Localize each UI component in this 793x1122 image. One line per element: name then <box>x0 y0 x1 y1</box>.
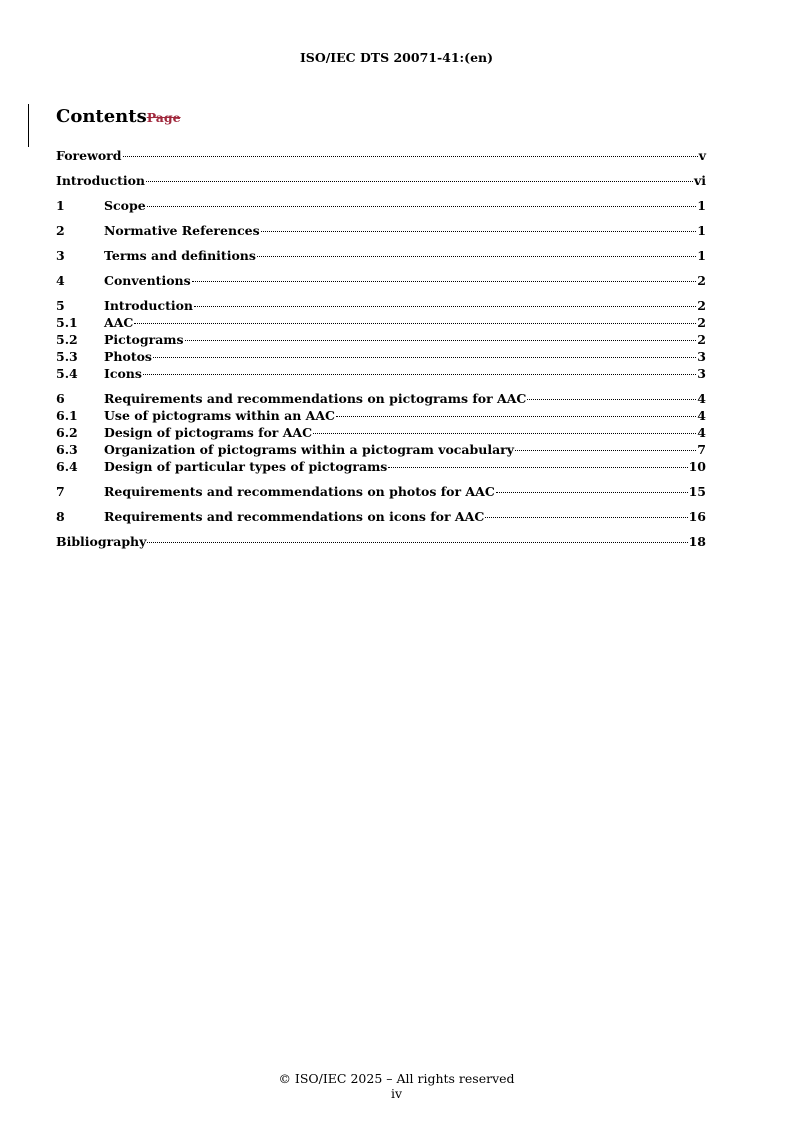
toc-entry-number: 5.4 <box>56 366 78 381</box>
toc-entry-title: Requirements and recommendations on photos for AAC <box>104 484 495 499</box>
toc-entry[interactable] <box>56 441 706 458</box>
toc-entry-number: 4 <box>56 273 65 288</box>
toc-entry-number: 5.1 <box>56 315 78 330</box>
toc-entry-title: Scope <box>104 198 146 213</box>
copyright-notice: © ISO/IEC 2025 – All rights reserved <box>278 1071 515 1086</box>
toc-entry-number: 5 <box>56 298 65 313</box>
toc-entry[interactable] <box>56 331 706 348</box>
toc-entry-title: Pictograms <box>104 332 184 347</box>
toc-entry[interactable] <box>56 222 706 239</box>
toc-dot-leader <box>485 517 687 518</box>
toc-entry-page: v <box>698 148 706 163</box>
toc-entry[interactable] <box>56 297 706 314</box>
toc-entry-number: 6.2 <box>56 425 78 440</box>
table-of-contents <box>56 147 706 550</box>
toc-entry-number: 6 <box>56 391 65 406</box>
toc-entry[interactable] <box>56 533 706 550</box>
toc-entry-title: Terms and definitions <box>104 248 256 263</box>
toc-entry-number: 6.3 <box>56 442 78 457</box>
toc-entry-number: 3 <box>56 248 65 263</box>
toc-dot-leader <box>496 492 688 493</box>
toc-entry-title: Icons <box>104 366 142 381</box>
toc-entry-page: vi <box>693 173 706 188</box>
toc-dot-leader <box>134 323 696 324</box>
toc-entry-page: 4 <box>697 391 706 406</box>
toc-entry-number: 8 <box>56 509 65 524</box>
toc-dot-leader <box>388 467 687 468</box>
toc-entry[interactable] <box>56 483 706 500</box>
toc-dot-leader <box>147 542 687 543</box>
toc-dot-leader <box>194 306 696 307</box>
toc-entry-page: 1 <box>697 198 706 213</box>
toc-dot-leader <box>261 231 697 232</box>
toc-title: Contents <box>56 106 147 127</box>
toc-entry-page: 4 <box>697 408 706 423</box>
toc-dot-leader <box>336 416 696 417</box>
toc-entry-title: AAC <box>104 315 134 330</box>
toc-dot-leader <box>515 450 696 451</box>
toc-entry-page: 16 <box>688 509 706 524</box>
toc-entry-page: 2 <box>697 273 706 288</box>
toc-entry[interactable] <box>56 407 706 424</box>
toc-entry-number: 1 <box>56 198 65 213</box>
deleted-page-label: Page <box>146 110 181 125</box>
toc-entry[interactable] <box>56 390 706 407</box>
toc-entry[interactable] <box>56 147 706 164</box>
toc-entry-page: 4 <box>697 425 706 440</box>
toc-entry-page: 3 <box>697 366 706 381</box>
toc-entry[interactable] <box>56 172 706 189</box>
toc-dot-leader <box>123 156 698 157</box>
revision-change-bar <box>28 104 29 147</box>
toc-entry-title: Introduction <box>104 298 194 313</box>
toc-entry-number: 6.4 <box>56 459 78 474</box>
toc-dot-leader <box>192 281 697 282</box>
page-number: iv <box>390 1086 403 1101</box>
toc-dot-leader <box>313 433 696 434</box>
toc-dot-leader <box>257 256 696 257</box>
toc-entry[interactable] <box>56 314 706 331</box>
toc-entry-page: 2 <box>697 298 706 313</box>
toc-entry-page: 15 <box>688 484 706 499</box>
toc-entry-number: 2 <box>56 223 65 238</box>
toc-entry-title: Foreword <box>56 148 122 163</box>
toc-entry-page: 3 <box>697 349 706 364</box>
toc-dot-leader <box>153 357 696 358</box>
toc-dot-leader <box>147 206 697 207</box>
toc-entry[interactable] <box>56 348 706 365</box>
toc-entry-number: 5.3 <box>56 349 78 364</box>
toc-entry-title: Introduction <box>56 173 146 188</box>
toc-entry-title: Requirements and recommendations on pictograms for AAC <box>104 391 527 406</box>
toc-entry[interactable] <box>56 365 706 382</box>
toc-entry-page: 10 <box>688 459 706 474</box>
toc-entry-page: 2 <box>697 315 706 330</box>
toc-heading <box>56 106 181 127</box>
toc-entry-title: Requirements and recommendations on icons for AAC <box>104 509 485 524</box>
toc-entry[interactable] <box>56 197 706 214</box>
toc-entry-number: 7 <box>56 484 65 499</box>
toc-entry-title: Use of pictograms within an AAC <box>104 408 336 423</box>
page-footer <box>0 1071 793 1101</box>
toc-entry-title: Bibliography <box>56 534 147 549</box>
toc-entry-title: Normative References <box>104 223 260 238</box>
toc-entry-title: Photos <box>104 349 152 364</box>
toc-entry-number: 5.2 <box>56 332 78 347</box>
toc-entry-title: Organization of pictograms within a pictogram vocabulary <box>104 442 515 457</box>
toc-dot-leader <box>527 399 696 400</box>
toc-entry[interactable] <box>56 272 706 289</box>
toc-entry-title: Design of pictograms for AAC <box>104 425 313 440</box>
toc-entry[interactable] <box>56 424 706 441</box>
toc-entry-page: 7 <box>697 442 706 457</box>
toc-dot-leader <box>146 181 693 182</box>
toc-entry-page: 1 <box>697 248 706 263</box>
document-header: ISO/IEC DTS 20071-41:(en) <box>299 50 494 65</box>
toc-entry[interactable] <box>56 508 706 525</box>
toc-entry-number: 6.1 <box>56 408 78 423</box>
toc-entry-title: Conventions <box>104 273 191 288</box>
toc-entry[interactable] <box>56 247 706 264</box>
toc-entry-page: 18 <box>688 534 706 549</box>
toc-entry-page: 2 <box>697 332 706 347</box>
toc-entry-title: Design of particular types of pictograms <box>104 459 388 474</box>
toc-dot-leader <box>185 340 697 341</box>
toc-dot-leader <box>143 374 696 375</box>
toc-entry[interactable] <box>56 458 706 475</box>
toc-entry-page: 1 <box>697 223 706 238</box>
